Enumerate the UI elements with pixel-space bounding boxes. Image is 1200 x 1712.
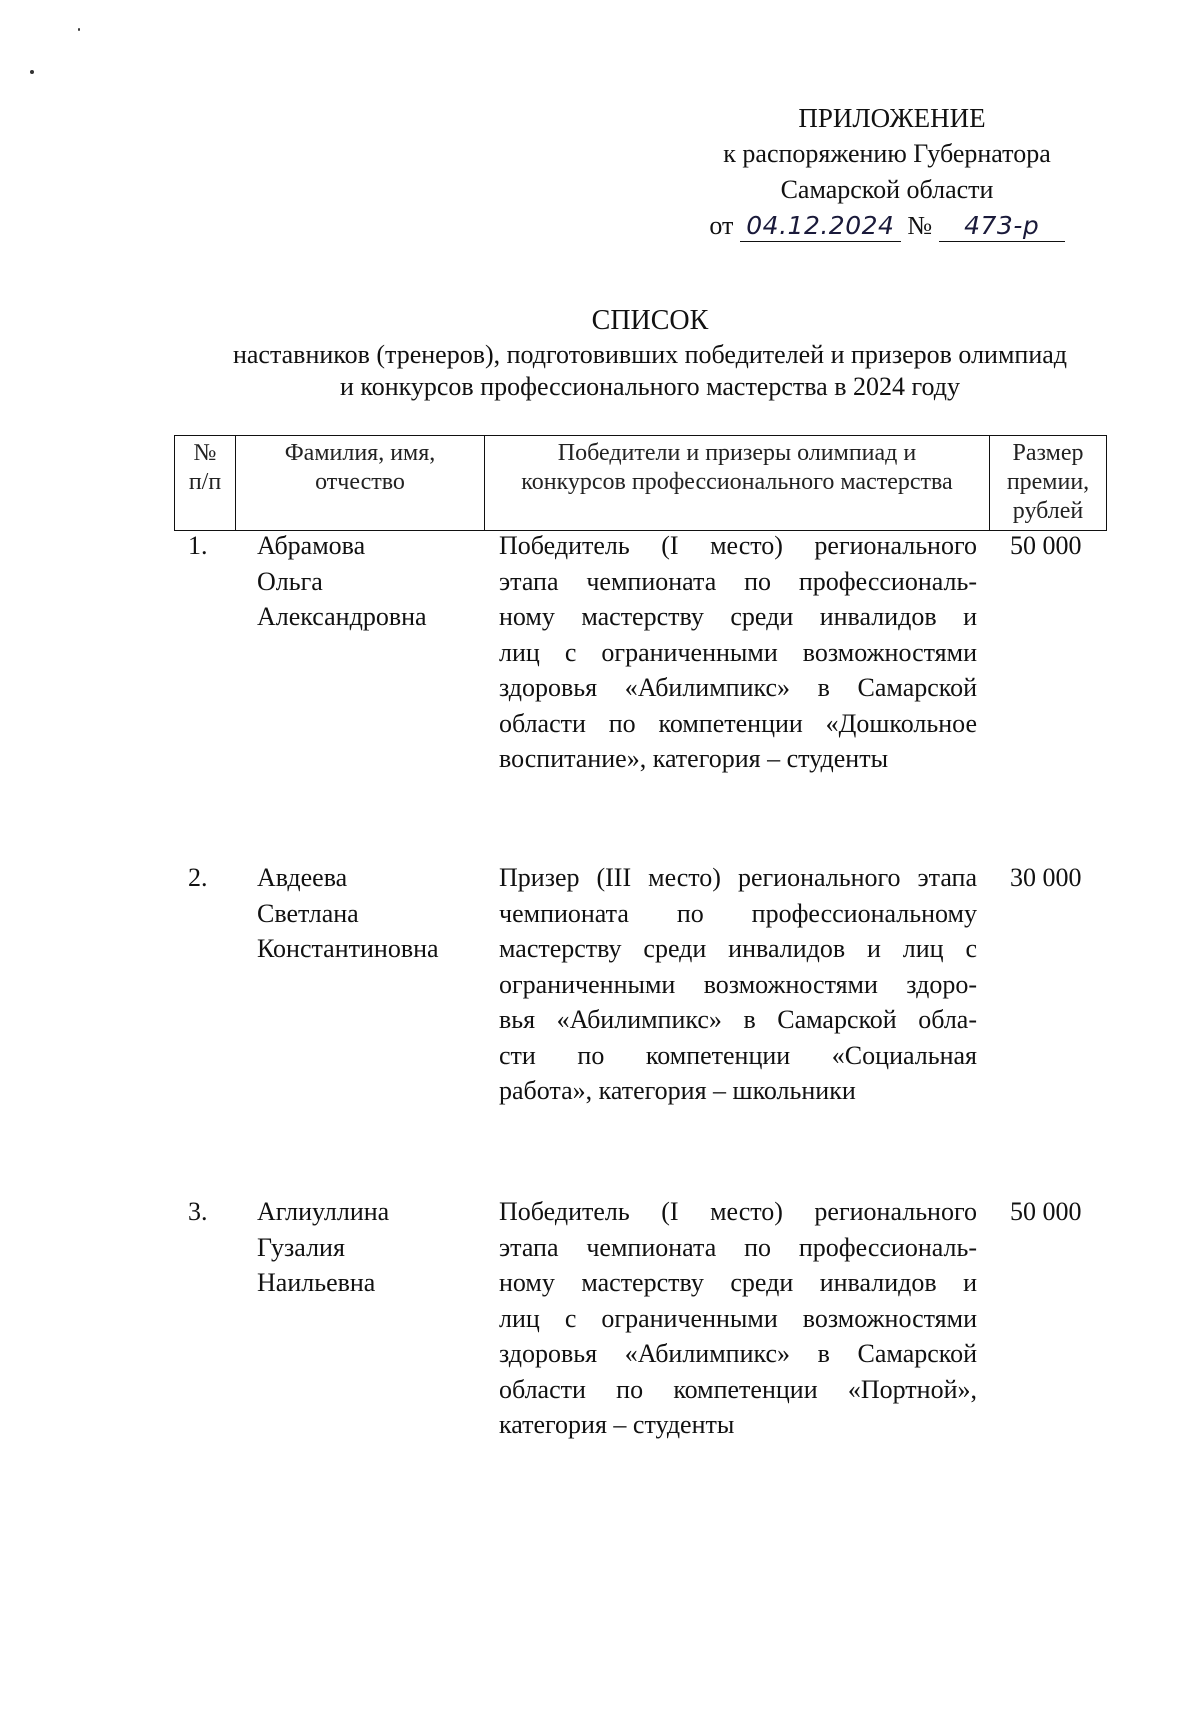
header-desc bbox=[485, 436, 990, 531]
desc-line: чемпионата по профессиональному bbox=[499, 898, 977, 928]
header-desc-line: Победители и призеры олимпиад и bbox=[557, 440, 917, 466]
first-name: Ольга bbox=[257, 566, 323, 596]
desc-line: области по компетенции «Дошкольное bbox=[499, 708, 977, 738]
row-amount: 30 000 bbox=[1010, 863, 1082, 892]
desc-line: воспитание», категория – студенты bbox=[499, 744, 889, 773]
desc-line: здоровья «Абилимпикс» в Самарской bbox=[499, 1339, 977, 1368]
header-name bbox=[236, 436, 485, 531]
desc-line: этапа чемпионата по профессиональ- bbox=[499, 1232, 977, 1262]
patronymic: Александровна bbox=[257, 602, 427, 631]
desc-line: Призер (III место) регионального этапа bbox=[499, 863, 977, 892]
desc-line: вья «Абилимпикс» в Самарской обла- bbox=[499, 1005, 977, 1034]
header-num-line: п/п bbox=[188, 469, 222, 495]
appendix-date-line bbox=[677, 208, 1097, 244]
desc-line: лиц с ограниченными возможностями bbox=[499, 1303, 977, 1333]
row-name bbox=[257, 528, 457, 635]
desc-line: категория – студенты bbox=[499, 1410, 735, 1439]
first-name: Гузалия bbox=[257, 1232, 345, 1262]
desc-line: ограниченными возможностями здоро- bbox=[499, 969, 977, 999]
desc-line: сти по компетенции «Социальная bbox=[499, 1040, 977, 1070]
header-amount bbox=[990, 436, 1107, 531]
row-number: 1. bbox=[188, 531, 208, 560]
row-name bbox=[257, 860, 457, 967]
appendix-heading: ПРИЛОЖЕНИЕ bbox=[798, 103, 986, 133]
number-prefix: № bbox=[907, 211, 933, 240]
title-sub-1: наставников (тренеров), подготовивших победителей и призеров олимпиад bbox=[232, 340, 1068, 369]
header-name-line: отчество bbox=[315, 469, 405, 495]
desc-line: этапа чемпионата по профессиональ- bbox=[499, 566, 977, 596]
row-description bbox=[499, 528, 977, 777]
desc-line: работа», категория – школьники bbox=[499, 1076, 856, 1105]
table-header bbox=[174, 435, 1107, 531]
appendix-block bbox=[677, 100, 1097, 244]
title-sub-2: и конкурсов профессионального мастерства в 2024 году bbox=[339, 372, 960, 401]
header-amount-line: премии, bbox=[1006, 469, 1090, 495]
patronymic: Константиновна bbox=[257, 934, 439, 963]
appendix-line-1: к распоряжению Губернатора bbox=[723, 139, 1051, 168]
desc-line: ному мастерству среди инвалидов и bbox=[499, 1268, 977, 1297]
row-number: 2. bbox=[188, 863, 208, 892]
header-num-line: № bbox=[193, 440, 217, 466]
header-amount-line: Размер bbox=[1012, 440, 1084, 466]
document-title bbox=[180, 303, 1120, 403]
row-amount: 50 000 bbox=[1010, 1197, 1082, 1226]
row-amount: 50 000 bbox=[1010, 531, 1082, 560]
row-name bbox=[257, 1194, 457, 1301]
desc-line: области по компетенции «Портной», bbox=[499, 1374, 977, 1404]
row-description bbox=[499, 860, 977, 1109]
desc-line: ному мастерству среди инвалидов и bbox=[499, 602, 977, 631]
handwritten-number: 473-р bbox=[939, 211, 1065, 242]
surname: Абрамова bbox=[257, 531, 366, 560]
handwritten-date: 04.12.2024 bbox=[740, 211, 901, 242]
first-name: Светлана bbox=[257, 898, 359, 928]
row-description bbox=[499, 1194, 977, 1443]
header-name-line: Фамилия, имя, bbox=[284, 440, 436, 466]
surname: Авдеева bbox=[257, 863, 348, 892]
desc-line: Победитель (I место) регионального bbox=[499, 1197, 977, 1226]
desc-line: мастерству среди инвалидов и лиц с bbox=[499, 934, 977, 963]
header-amount-line: рублей bbox=[1012, 498, 1084, 524]
header-num bbox=[175, 436, 236, 531]
date-prefix: от bbox=[709, 211, 734, 240]
row-number: 3. bbox=[188, 1197, 208, 1226]
desc-line: Победитель (I место) регионального bbox=[499, 531, 977, 560]
appendix-line-2: Самарской области bbox=[780, 175, 994, 204]
desc-line: здоровья «Абилимпикс» в Самарской bbox=[499, 673, 977, 702]
header-desc-line: конкурсов профессионального мастерства bbox=[521, 469, 953, 495]
surname: Аглиуллина bbox=[257, 1197, 390, 1226]
desc-line: лиц с ограниченными возможностями bbox=[499, 637, 977, 667]
patronymic: Наильевна bbox=[257, 1268, 376, 1297]
title-main: СПИСОК bbox=[591, 305, 709, 336]
